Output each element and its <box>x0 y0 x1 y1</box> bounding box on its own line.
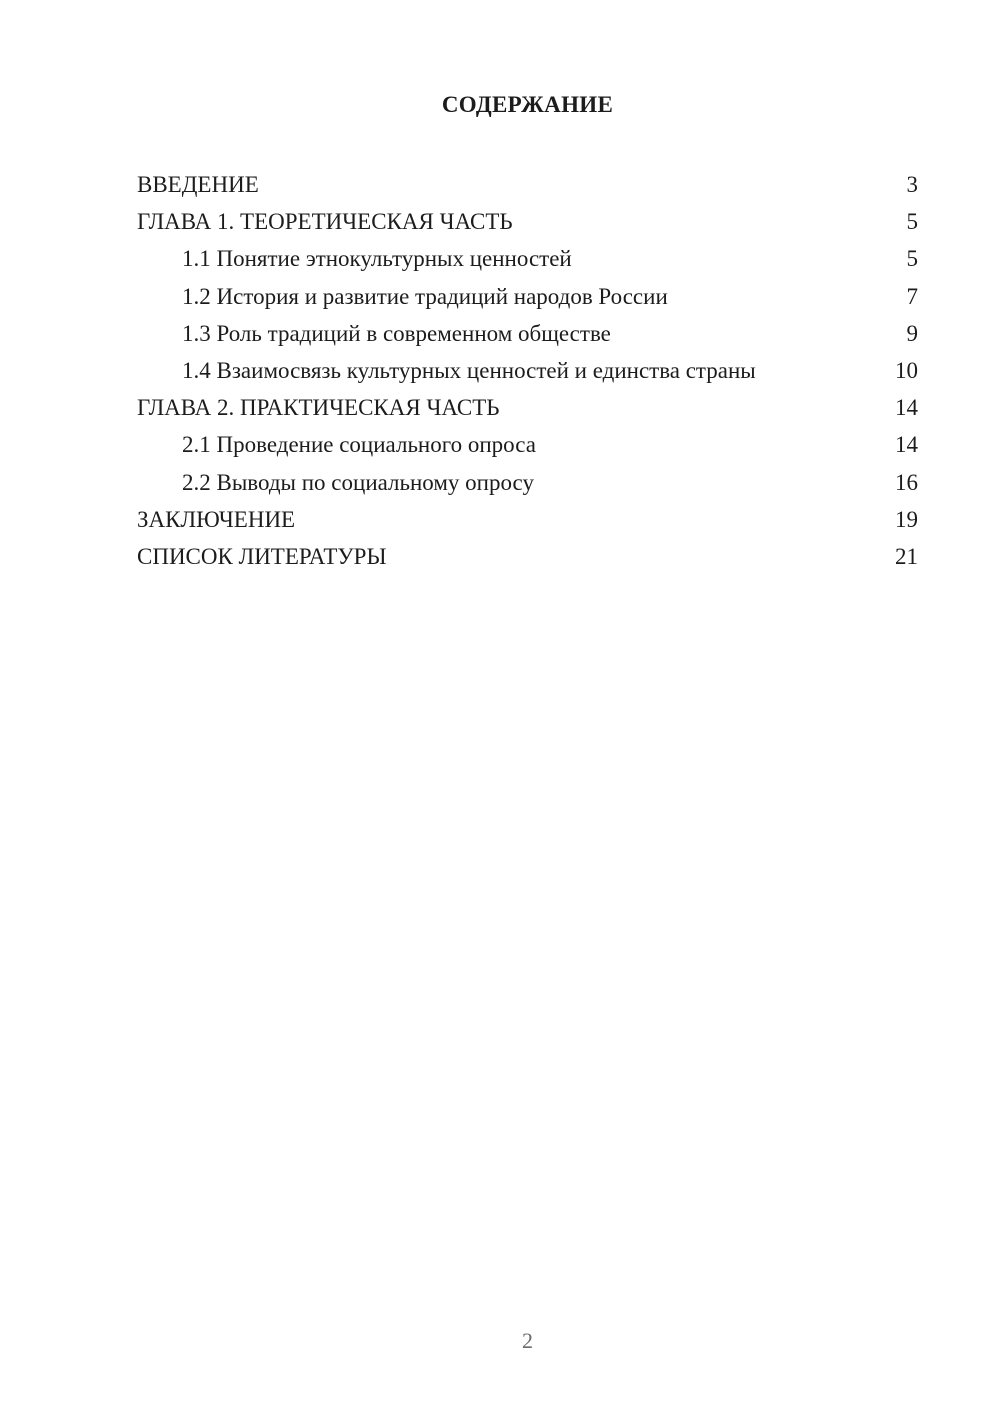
toc-entry-label: ГЛАВА 1. ТЕОРЕТИЧЕСКАЯ ЧАСТЬ <box>137 209 513 235</box>
toc-entry-label: ЗАКЛЮЧЕНИЕ <box>137 506 296 532</box>
toc-entry <box>137 464 918 501</box>
toc-entry <box>137 166 918 203</box>
toc-entry-label: ГЛАВА 2. ПРАКТИЧЕСКАЯ ЧАСТЬ <box>137 395 500 421</box>
toc-entry <box>137 501 918 538</box>
toc-entry-label: 1.4 Взаимосвязь культурных ценностей и единства страны <box>182 358 756 384</box>
toc-entry <box>137 203 918 240</box>
toc-entry-page-number: 14 <box>895 395 918 421</box>
toc-entry <box>137 240 918 277</box>
table-of-contents <box>137 166 918 575</box>
toc-entry-page-number: 14 <box>895 432 918 458</box>
toc-entry-page-number: 21 <box>895 544 918 570</box>
toc-entry-page-number: 7 <box>906 283 918 309</box>
toc-entry-page-number: 3 <box>906 172 918 197</box>
toc-entry-label: 2.2 Выводы по социальному опросу <box>182 469 534 495</box>
page-title: СОДЕРЖАНИЕ <box>441 92 614 117</box>
toc-entry-label: 1.2 История и развитие традиций народов России <box>182 283 668 309</box>
toc-entry-page-number: 9 <box>906 320 918 346</box>
footer-page-number: 2 <box>522 1328 533 1353</box>
toc-entry-label: 2.1 Проведение социального опроса <box>182 432 536 458</box>
toc-entry-label: ВВЕДЕНИЕ <box>137 172 259 197</box>
toc-entry-page-number: 10 <box>895 358 918 384</box>
toc-entry-label: СПИСОК ЛИТЕРАТУРЫ <box>137 544 387 570</box>
toc-entry <box>137 389 918 426</box>
toc-entry-page-number: 5 <box>906 209 918 235</box>
toc-entry-page-number: 19 <box>895 506 918 532</box>
toc-entry <box>137 278 918 315</box>
toc-entry-page-number: 16 <box>895 469 918 495</box>
toc-entry <box>137 538 918 575</box>
toc-entry <box>137 352 918 389</box>
toc-entry <box>137 315 918 352</box>
toc-entry <box>137 426 918 463</box>
toc-entry-label: 1.3 Роль традиций в современном обществе <box>182 320 611 346</box>
toc-entry-label: 1.1 Понятие этнокультурных ценностей <box>182 246 572 272</box>
toc-entry-page-number: 5 <box>906 246 918 272</box>
